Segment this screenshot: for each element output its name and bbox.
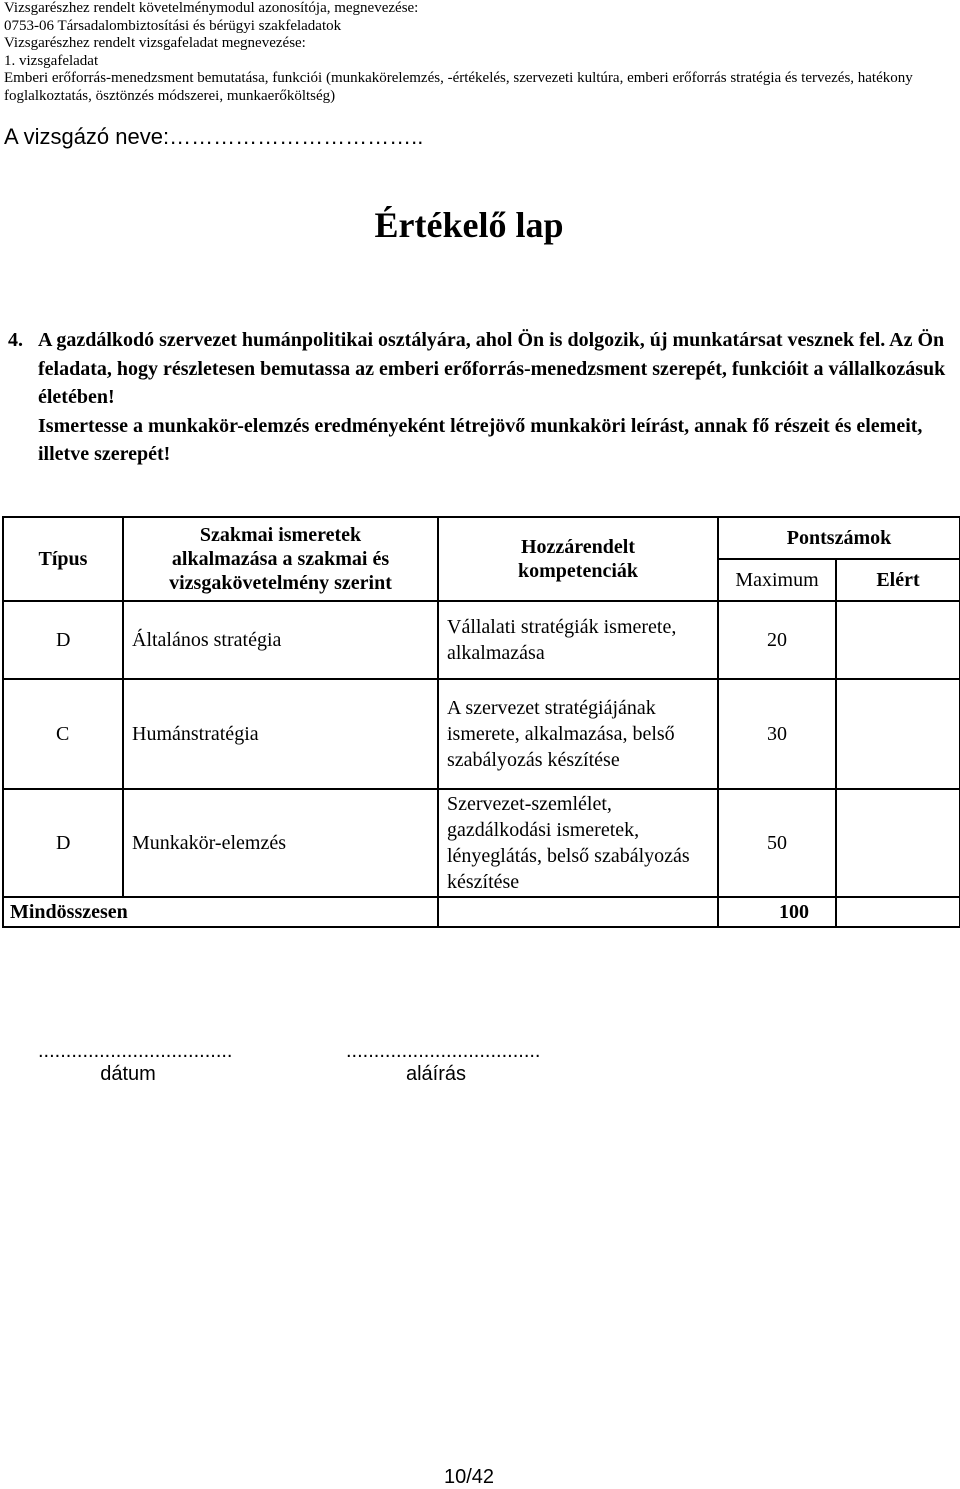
header-max: Maximum xyxy=(718,559,836,601)
row3-competency: Szervezet-szemlélet, gazdálkodási ismeretek, lényeglátás, belső szabályozás készítése xyxy=(438,789,718,897)
row3-knowledge: Munkakör-elemzés xyxy=(123,789,438,897)
total-max: 100 xyxy=(718,897,836,927)
header-knowledge: Szakmai ismeretek alkalmazása a szakmai és vizsgakövetelmény szerint xyxy=(123,517,438,601)
row2-type: C xyxy=(3,679,123,789)
sign-dots: ................................... xyxy=(346,1040,541,1062)
date-label: dátum xyxy=(100,1063,156,1085)
sign-label: aláírás xyxy=(405,1063,467,1085)
task-value: 1. vizsgafeladat xyxy=(4,52,99,69)
module-value: 0753-06 Társadalombiztosítási és bérügyi szakfeladatok xyxy=(4,17,342,34)
module-label: Vizsgarészhez rendelt követelménymodul azonosítója, megnevezése: xyxy=(4,0,419,16)
task-statement xyxy=(8,326,948,469)
task-text-1: A gazdálkodó szervezet humánpolitikai osztályára, ahol Ön is dolgozik, új munkatársat vesznek fel. Az Ön feladata, hogy részletesen bemutassa az emberi erőforrás-menedzsment szerepét, funkcióit a vállalkozásuk életében! xyxy=(38,329,946,408)
row3-type: D xyxy=(3,789,123,897)
header-type: Típus xyxy=(3,517,123,601)
sign-signature xyxy=(346,1040,541,1086)
row1-max: 20 xyxy=(718,601,836,679)
page-title: Értékelő lap xyxy=(374,205,564,245)
evaluation-table xyxy=(2,516,960,928)
row1-achieved[interactable] xyxy=(836,601,960,679)
candidate-name-field: A vizsgázó neve:…………………………….. xyxy=(4,124,424,149)
task-text-2: Ismertesse a munkakör-elemzés eredményeként létrejövő munkaköri leírást, annak fő részeit és elemeit, illetve szerepét! xyxy=(38,414,923,465)
row1-knowledge: Általános stratégia xyxy=(123,601,438,679)
page-number: 10/42 xyxy=(443,1466,495,1488)
row2-achieved[interactable] xyxy=(836,679,960,789)
row1-competency: Vállalati stratégiák ismerete, alkalmazása xyxy=(438,601,718,679)
total-empty xyxy=(438,897,718,927)
total-label: Mindösszesen xyxy=(3,897,438,927)
row1-type: D xyxy=(3,601,123,679)
date-dots: ................................... xyxy=(38,1040,233,1062)
row3-max: 50 xyxy=(718,789,836,897)
task-label: Vizsgarészhez rendelt vizsgafeladat megnevezése: xyxy=(4,35,306,51)
header-competencies: Hozzárendelt kompetenciák xyxy=(438,517,718,601)
row3-achieved[interactable] xyxy=(836,789,960,897)
document-header xyxy=(4,0,954,105)
total-achieved[interactable] xyxy=(836,897,960,927)
row2-knowledge: Humánstratégia xyxy=(123,679,438,789)
task-description: Emberi erőforrás-menedzsment bemutatása, funkciói (munkakörelemzés, -értékelés, szervezeti kultúra, emberi erőforrás stratégia és tervezés, hatékony foglalkoztatás, ösztönzés módszerei, munkaerőköltség) xyxy=(4,70,913,104)
task-number: 4. xyxy=(8,329,23,351)
header-points: Pontszámok xyxy=(718,517,960,559)
date-signature xyxy=(38,1040,233,1086)
row2-competency: A szervezet stratégiájának ismerete, alkalmazása, belső szabályozás készítése xyxy=(438,679,718,789)
header-achieved: Elért xyxy=(836,559,960,601)
row2-max: 30 xyxy=(718,679,836,789)
